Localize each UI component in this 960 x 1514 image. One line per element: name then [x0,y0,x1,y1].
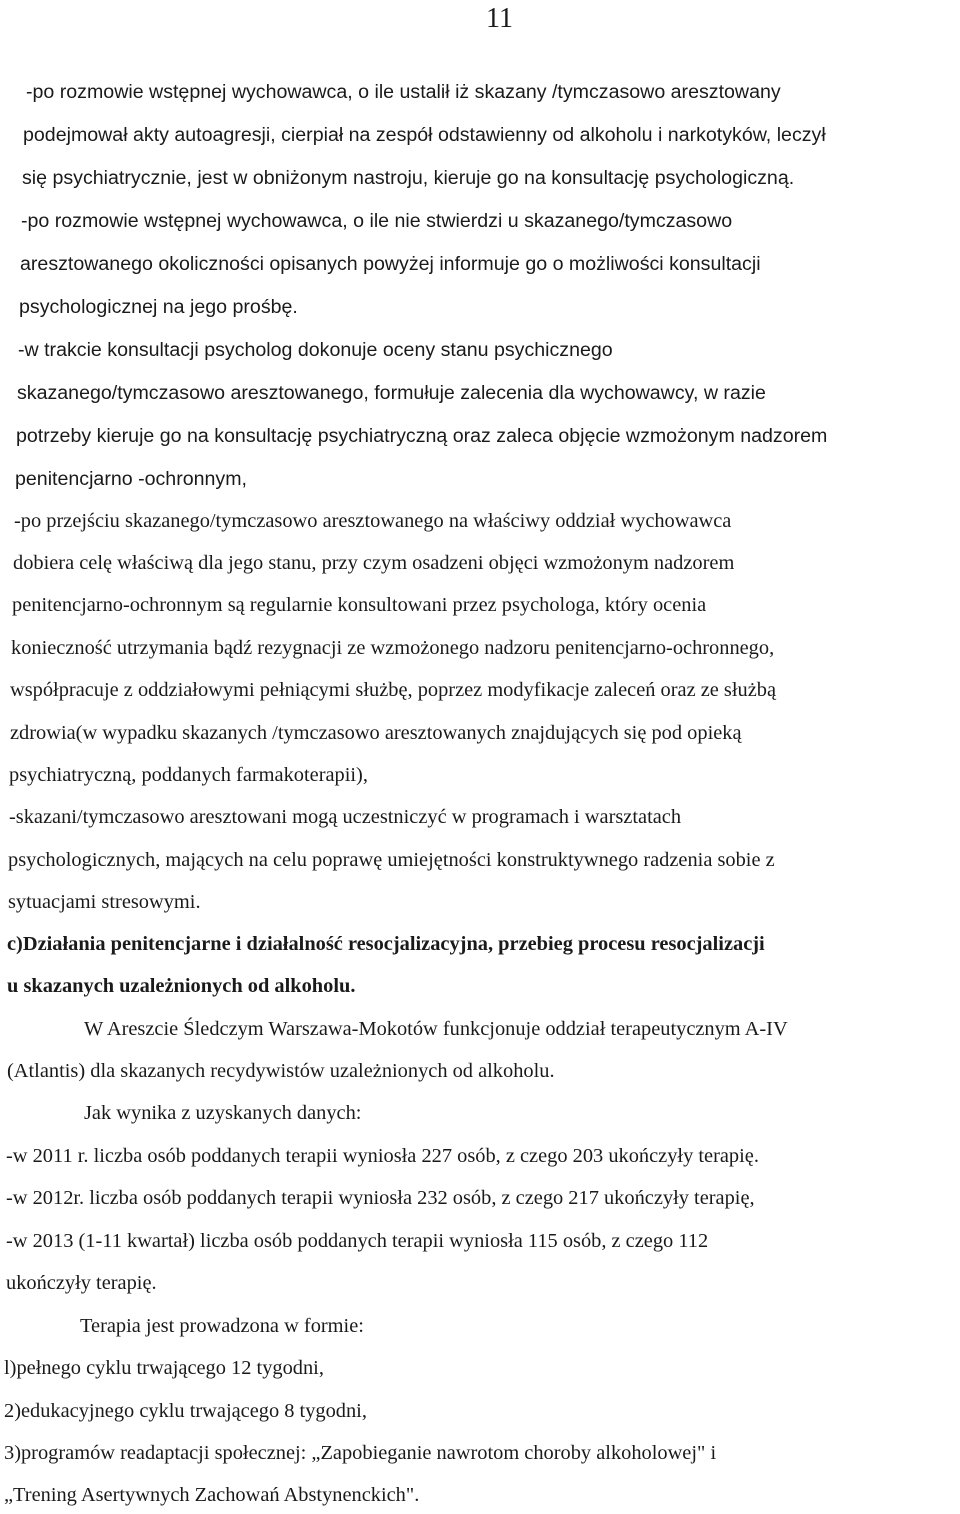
section-heading: u skazanych uzależnionych od alkoholu. [7,975,356,997]
section-heading: c)Działania penitencjarne i działalność resocjalizacyjna, przebieg procesu resocjalizacji [7,933,765,955]
text-line: W Areszcie Śledczym Warszawa-Mokotów funkcjonuje oddział terapeutycznym A-IV [84,1018,788,1040]
text-line: 3)programów readaptacji społecznej: „Zapobieganie nawrotom choroby alkoholowej" i [4,1442,717,1464]
page-number: 11 [486,3,513,34]
text-line: -skazani/tymczasowo aresztowani mogą uczestniczyć w programach i warsztatach [9,806,682,828]
text-line: psychiatryczną, poddanych farmakoterapii), [9,764,368,786]
text-line: współpracuje z oddziałowymi pełniącymi służbę, poprzez modyfikacje zaleceń oraz ze służbą [10,679,777,701]
text-line: Terapia jest prowadzona w formie: [80,1315,364,1337]
text-line: 2)edukacyjnego cyklu trwającego 8 tygodni, [4,1400,367,1422]
text-line: psychologicznych, mających na celu poprawę umiejętności konstruktywnego radzenia sobie z [8,849,775,871]
text-line: konieczność utrzymania bądź rezygnacji ze wzmożonego nadzoru penitencjarno-ochronnego, [11,637,775,659]
text-line: podejmował akty autoagresji, cierpiał na zespół odstawienny od alkoholu i narkotyków, leczył [23,124,826,146]
text-line: -po przejściu skazanego/tymczasowo aresztowanego na właściwy oddział wychowawca [14,510,732,532]
text-line: dobiera celę właściwą dla jego stanu, przy czym osadzeni objęci wzmożonym nadzorem [13,552,735,574]
text-line: (Atlantis) dla skazanych recydywistów uzależnionych od alkoholu. [7,1060,555,1082]
text-line: -po rozmowie wstępnej wychowawca, o ile nie stwierdzi u skazanego/tymczasowo [21,210,733,232]
text-line: penitencjarno -ochronnym, [15,468,247,490]
text-line: skazanego/tymczasowo aresztowanego, formułuje zalecenia dla wychowawcy, w razie [17,382,766,404]
text-line: potrzeby kieruje go na konsultację psychiatryczną oraz zaleca objęcie wzmożonym nadzorem [16,425,828,447]
text-line: się psychiatrycznie, jest w obniżonym nastroju, kieruje go na konsultację psychologiczną. [22,167,795,189]
text-line: -w 2012r. liczba osób poddanych terapii wyniosła 232 osób, z czego 217 ukończyły terapię, [6,1187,755,1209]
text-line: Jak wynika z uzyskanych danych: [84,1102,362,1124]
text-line: „Trening Asertywnych Zachowań Abstynenckich". [4,1484,420,1506]
text-line: psychologicznej na jego prośbę. [19,296,298,318]
text-line: penitencjarno-ochronnym są regularnie konsultowani przez psychologa, który ocenia [12,594,707,616]
text-line: l)pełnego cyklu trwającego 12 tygodni, [4,1357,324,1379]
text-line: zdrowia(w wypadku skazanych /tymczasowo aresztowanych znajdujących się pod opieką [10,722,742,744]
text-line: -w 2011 r. liczba osób poddanych terapii wyniosła 227 osób, z czego 203 ukończyły terapię. [6,1145,759,1167]
text-line: -w trakcie konsultacji psycholog dokonuje oceny stanu psychicznego [18,339,613,361]
text-line: -w 2013 (1-11 kwartał) liczba osób poddanych terapii wyniosła 115 osób, z czego 112 [6,1230,709,1252]
text-line: aresztowanego okoliczności opisanych powyżej informuje go o możliwości konsultacji [20,253,761,275]
text-line: sytuacjami stresowymi. [8,891,201,913]
text-line: -po rozmowie wstępnej wychowawca, o ile ustalił iż skazany /tymczasowo aresztowany [26,81,781,103]
text-line: ukończyły terapię. [6,1272,157,1294]
